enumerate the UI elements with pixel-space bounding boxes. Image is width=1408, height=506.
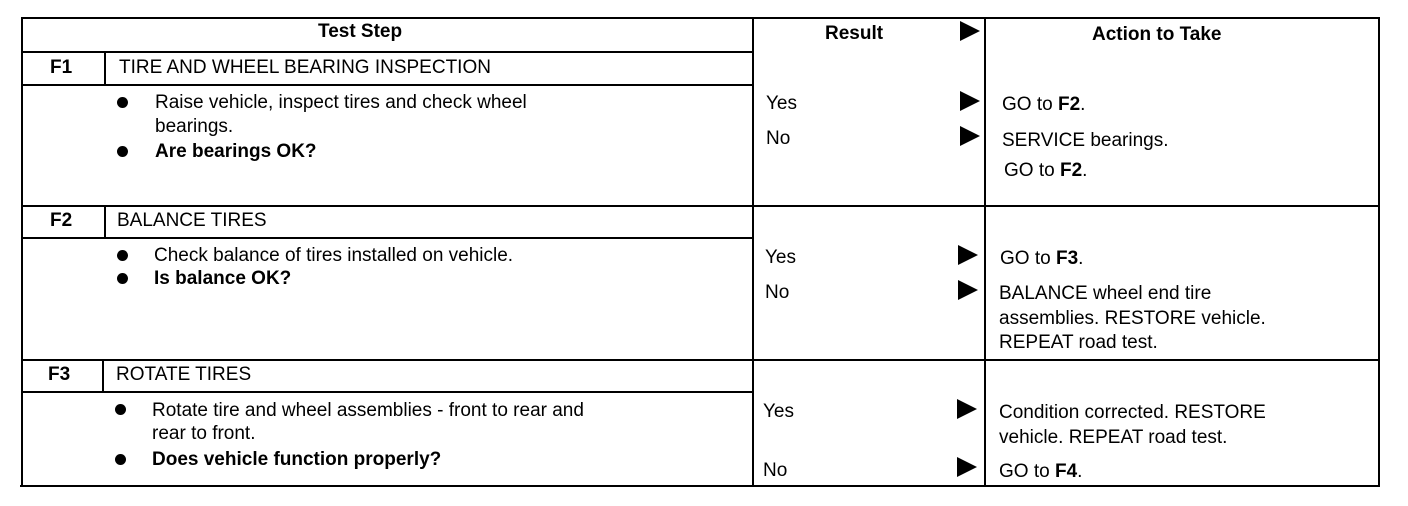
step-question: Does vehicle function properly? xyxy=(152,449,442,470)
bullet-icon xyxy=(117,97,128,108)
step-id: F3 xyxy=(48,364,71,385)
step-id: F2 xyxy=(50,210,73,231)
result-yes: Yes xyxy=(766,93,797,114)
action-no-line: assemblies. RESTORE vehicle. xyxy=(999,308,1266,329)
bullet-icon xyxy=(115,454,126,465)
bullet-icon xyxy=(115,404,126,415)
f2-title-divider xyxy=(22,237,754,239)
table-border-top xyxy=(22,17,1380,19)
action-yes: GO to F2. xyxy=(1002,94,1086,115)
action-no: GO to F4. xyxy=(999,461,1083,482)
action-no-line: REPEAT road test. xyxy=(999,332,1158,353)
action-yes-line: Condition corrected. RESTORE xyxy=(999,402,1266,423)
instruction-line: Rotate tire and wheel assemblies - front to rear and xyxy=(152,400,584,421)
instruction-line: Check balance of tires installed on vehicle. xyxy=(154,245,514,266)
column-divider-action xyxy=(984,17,986,487)
row-divider-f2-f3 xyxy=(22,359,1380,361)
action-yes-line: vehicle. REPEAT road test. xyxy=(999,427,1228,448)
result-yes: Yes xyxy=(763,401,794,422)
f1-id-divider xyxy=(104,51,106,85)
header-test-step: Test Step xyxy=(318,21,403,42)
step-title: ROTATE TIRES xyxy=(116,364,252,385)
arrow-right-icon xyxy=(957,457,977,477)
bullet-icon xyxy=(117,146,128,157)
action-no-line: BALANCE wheel end tire xyxy=(999,283,1212,304)
bullet-icon xyxy=(117,250,128,261)
arrow-right-icon xyxy=(958,245,978,265)
bullet-icon xyxy=(117,273,128,284)
f3-id-divider xyxy=(102,359,104,392)
table-border-bottom xyxy=(20,485,1378,487)
result-no: No xyxy=(765,282,790,303)
instruction-line: bearings. xyxy=(155,116,234,137)
header-divider xyxy=(22,51,754,53)
arrow-right-icon xyxy=(960,91,980,111)
step-question: Is balance OK? xyxy=(154,268,292,289)
header-action: Action to Take xyxy=(1092,24,1222,45)
f1-title-divider xyxy=(22,84,754,86)
arrow-right-icon xyxy=(957,399,977,419)
table-border-left xyxy=(21,17,23,487)
row-divider-f1-f2 xyxy=(22,205,1380,207)
action-no-goto: GO to F2. xyxy=(1004,160,1088,181)
f3-title-divider xyxy=(22,391,754,393)
result-no: No xyxy=(763,460,788,481)
arrow-right-icon xyxy=(960,126,980,146)
arrow-right-icon xyxy=(958,280,978,300)
step-title: TIRE AND WHEEL BEARING INSPECTION xyxy=(119,57,491,78)
result-no: No xyxy=(766,128,791,149)
column-divider-result xyxy=(752,17,754,487)
table-border-right xyxy=(1378,17,1380,487)
action-no-line: SERVICE bearings. xyxy=(1002,130,1169,151)
step-question: Are bearings OK? xyxy=(155,141,317,162)
header-result: Result xyxy=(825,23,884,44)
f2-id-divider xyxy=(104,205,106,238)
step-id: F1 xyxy=(50,57,73,78)
header-arrow-icon xyxy=(960,21,980,41)
instruction-line: rear to front. xyxy=(152,423,256,444)
step-title: BALANCE TIRES xyxy=(117,210,267,231)
instruction-line: Raise vehicle, inspect tires and check wheel xyxy=(155,92,527,113)
result-yes: Yes xyxy=(765,247,796,268)
action-yes: GO to F3. xyxy=(1000,248,1084,269)
